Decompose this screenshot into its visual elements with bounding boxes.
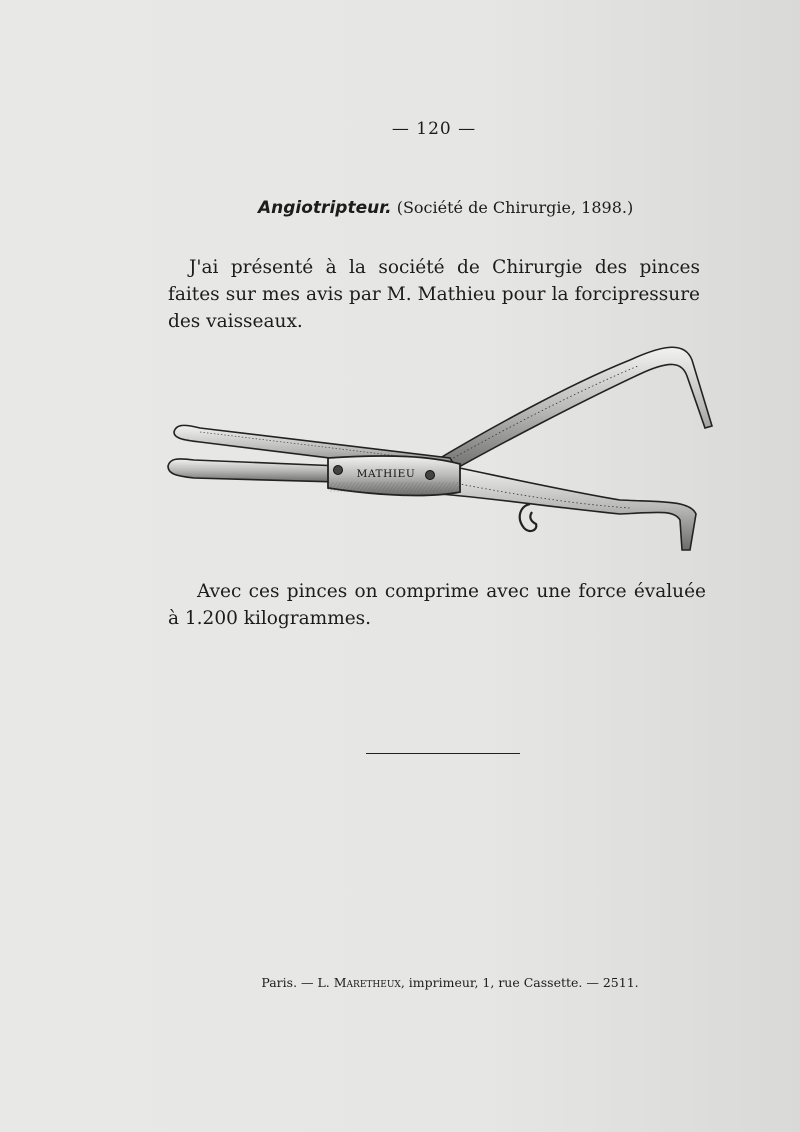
page-number: — 120 — [391, 119, 477, 139]
engraving-label: MATHIEU [356, 468, 416, 480]
heading-title: Angiotripteur. [258, 198, 392, 218]
footer-prefix: Paris. — [261, 975, 314, 990]
section-heading [258, 198, 678, 218]
footer-rest: , imprimeur, 1, rue Cassette. — 2511. [400, 975, 639, 990]
printer-footer [0, 975, 800, 990]
forceps-engraving-icon [160, 332, 720, 562]
paragraph-intro: J'ai présenté à la société de Chirurgie des pinces faites sur mes avis par M. Mathieu pour la forcipressure des vaisseaux. [168, 257, 700, 332]
heading-source: (Société de Chirurgie, 1898.) [396, 198, 634, 217]
paragraph-force: Avec ces pinces on comprime avec une force évaluée à 1.200 kilogrammes. [168, 581, 706, 629]
section-divider [366, 753, 520, 754]
footer-printer: L. Maretheux [317, 975, 401, 990]
